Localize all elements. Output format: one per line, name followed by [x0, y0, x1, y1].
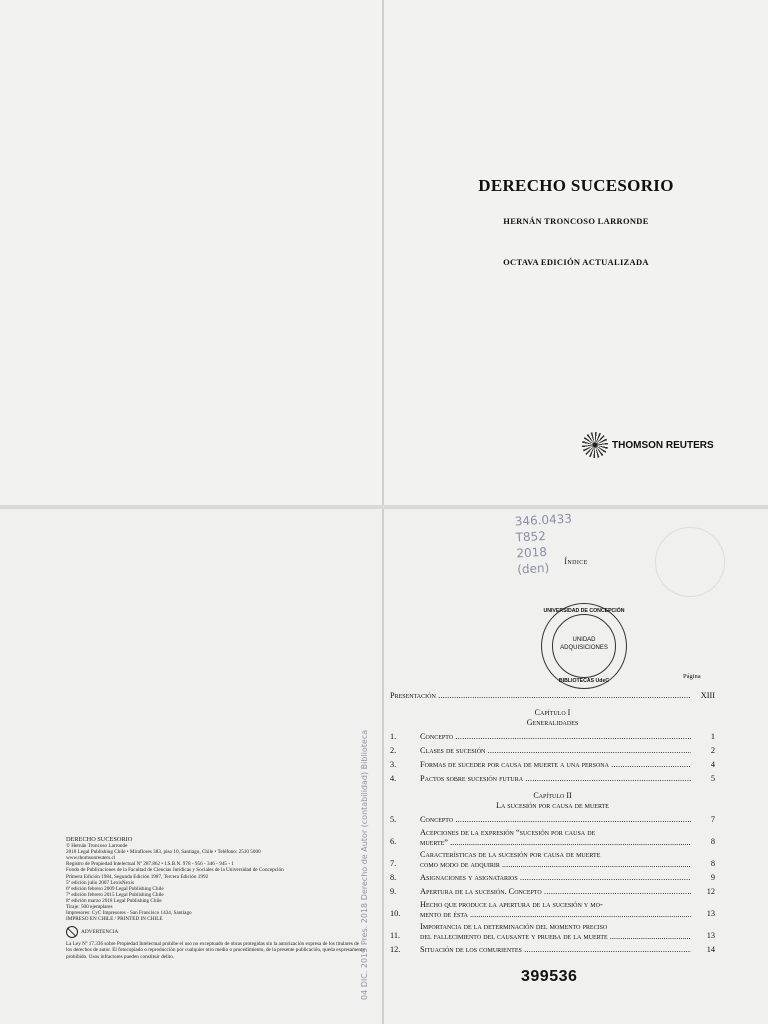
- toc-entry-line: Características de la sucesión por causa de muerte: [420, 850, 601, 859]
- handwritten-call-number: [514, 511, 575, 578]
- chapter-subtitle: La sucesión por causa de muerte: [496, 801, 609, 810]
- toc-entry-text: [420, 900, 691, 920]
- toc-entry: [390, 850, 715, 870]
- toc-entry-page: 13: [706, 909, 715, 918]
- chapter-title: Capítulo I: [534, 708, 571, 717]
- title-spread: [0, 0, 768, 505]
- toc-entry-text: Clases de sucesión .....: [420, 745, 691, 757]
- blank-page: [0, 0, 382, 505]
- toc-entry-number: 7.: [390, 859, 397, 868]
- imprint-line: Primera Edición 1984, Segunda Edición 1987, Tercera Edición 1992: [66, 873, 209, 880]
- page-column-label: Página: [683, 673, 701, 680]
- toc-entry-number: 11.: [390, 931, 401, 940]
- handwritten-line: T852: [515, 528, 547, 545]
- toc-entry-number: 10.: [390, 909, 401, 918]
- imprint-line: Fondo de Publicaciones de la Facultad de Ciencias Jurídicas y Sociales de la Universidad de Concepción: [66, 867, 284, 874]
- imprint-line: DERECHO SUCESORIO: [66, 836, 133, 843]
- toc-entry-page: 9: [710, 873, 715, 882]
- publisher-logo: [582, 432, 714, 458]
- toc-entry-text: Formas de suceder por causa de muerte a una persona .....: [420, 759, 691, 771]
- chapter-heading: [390, 791, 715, 811]
- copyright-warning: La Ley Nº 17.336 sobre Propiedad Intelectual prohíbe el uso no exceptuado de obras protegidas sin la autorización expresa de los titulares de los derechos de autor. El fotocopiado o reproducción por cualquier otro medio o procedimiento, de la presente publicación, queda expresamente prohibido. Usos infractores pueden constituir delito.: [66, 941, 365, 960]
- imprint-line: 2018 Legal Publishing Chile • Miraflores 383, piso 10, Santiago, Chile • Teléfono: 2510 5000: [66, 849, 261, 856]
- toc-entry: [390, 828, 715, 848]
- toc-entry-page: 14: [706, 945, 715, 954]
- toc-entry-text: Pactos sobre sucesión futura .....: [420, 773, 691, 785]
- toc-entry-number: 3.: [390, 760, 397, 769]
- toc-entry-text: Situación de los comurientes .....: [420, 944, 691, 956]
- toc-entry: [390, 731, 715, 743]
- toc-entry-page: 13: [706, 931, 715, 940]
- toc-entry-text: Asignaciones y asignatarios .....: [420, 872, 691, 884]
- imprint-line: Impresores: CyC Impresores - San Francisco 1434, Santiago: [66, 910, 192, 917]
- toc-entry: [390, 900, 715, 920]
- thomson-reuters-logo-icon: [582, 432, 608, 458]
- imprint-line: IMPRESO EN CHILE / PRINTED IN CHILE: [66, 916, 163, 923]
- toc-entry-text: Concepto .....: [420, 814, 691, 826]
- toc-entry: [390, 944, 715, 956]
- book-author: HERNÁN TRONCOSO LARRONDE: [503, 216, 649, 226]
- toc-entry-page: XIII: [700, 691, 715, 700]
- margin-handwritten-note: 04 DIC. 2019 Pres. 2018 Derecho de Autor (contabilidad) Biblioteca: [360, 729, 369, 1000]
- index-title: Índice: [564, 557, 588, 566]
- serial-number: 399536: [521, 968, 578, 985]
- toc-entry-page: 8: [710, 837, 715, 846]
- toc-entry: [390, 745, 715, 757]
- toc-entry-number: 4.: [390, 774, 397, 783]
- toc-entry-line: Hecho que produce la apertura de la sucesión y mo-: [420, 900, 603, 909]
- stamp-bottom-text: BIBLIOTECAS UdeC: [558, 678, 610, 684]
- imprint-block: [66, 837, 366, 960]
- table-of-contents: [390, 688, 715, 958]
- toc-entry-page: 12: [706, 887, 715, 896]
- stamp-center-1: UNIDAD: [572, 637, 596, 643]
- toc-entry-continuation: del fallecimiento del causante y prueba de la muerte .....: [420, 932, 691, 942]
- toc-entry-number: 8.: [390, 873, 397, 882]
- book-title: DERECHO SUCESORIO: [478, 176, 674, 195]
- toc-entry: [390, 922, 715, 942]
- imprint-line: Registro de Propiedad Intelectual Nº 287.862 • I.S.B.N. 978 - 956 - 346 - 945 - 1: [66, 861, 234, 868]
- toc-entry-line: Acepciones de la expresión “sucesión por causa de: [420, 828, 596, 837]
- imprint-line: 6ª edición febrero 2009 Legal Publishing Chile: [66, 885, 164, 892]
- toc-entry-continuation: muerte” .....: [420, 838, 691, 848]
- imprint-line: Tiraje: 500 ejemplares: [66, 904, 113, 911]
- advertencia-label: ADVERTENCIA: [81, 929, 119, 936]
- toc-entry-number: 12.: [390, 945, 401, 954]
- imprint-line: 5ª edición julio 2007 LexisNexis: [66, 879, 134, 886]
- chapter-heading: [390, 708, 715, 728]
- chapter-title: Capítulo II: [533, 791, 572, 800]
- handwritten-line: 346.0433: [514, 511, 573, 529]
- prohibited-icon: [66, 926, 78, 938]
- toc-entry-text: [420, 850, 691, 870]
- toc-entry-page: 5: [710, 774, 715, 783]
- handwritten-line: 2018: [516, 544, 548, 561]
- toc-entry-page: 8: [710, 859, 715, 868]
- book-edition: OCTAVA EDICIÓN ACTUALIZADA: [503, 257, 649, 267]
- toc-entry-text: Apertura de la sucesión. Concepto .....: [420, 886, 691, 898]
- toc-entry-text: Concepto .....: [420, 731, 691, 743]
- toc-entry-page: 7: [710, 815, 715, 824]
- title-page: [384, 0, 768, 505]
- toc-entry: [390, 872, 715, 884]
- handwritten-line: (den): [516, 560, 550, 577]
- toc-entry-continuation: mento de ésta .....: [420, 910, 691, 920]
- advertencia: [66, 926, 366, 938]
- toc-entry-text: Presentación .....: [390, 690, 691, 702]
- toc-entry-page: 1: [710, 732, 715, 741]
- toc-entry: [390, 814, 715, 826]
- library-stamp: [541, 603, 627, 689]
- toc-entry-continuation: como modo de adquirir .....: [420, 860, 691, 870]
- toc-entry-number: 5.: [390, 815, 397, 824]
- toc-entry-number: 9.: [390, 887, 397, 896]
- toc-entry: [390, 773, 715, 785]
- publisher-name: THOMSON REUTERS: [612, 439, 714, 451]
- toc-entry-page: 4: [710, 760, 715, 769]
- toc-entry-text: [420, 922, 691, 942]
- toc-entry: [390, 886, 715, 898]
- chapter-subtitle: Generalidades: [526, 718, 579, 727]
- toc-entry-text: [420, 828, 691, 848]
- stamp-top-text: UNIVERSIDAD DE CONCEPCIÓN: [543, 608, 625, 614]
- toc-entry: [390, 690, 715, 702]
- toc-entry-number: 2.: [390, 746, 397, 755]
- toc-entry-line: Importancia de la determinación del momento preciso: [420, 922, 608, 931]
- imprint-line: www.thomsonreuters.cl: [66, 855, 116, 862]
- toc-entry-page: 2: [710, 746, 715, 755]
- imprint-line: 8ª edición marzo 2018 Legal Publishing Chile: [66, 897, 162, 904]
- imprint-line: © Hernán Troncoso Larronde: [66, 843, 128, 850]
- imprint-line: 7ª edición febrero 2015 Legal Publishing Chile: [66, 891, 164, 898]
- toc-entry: [390, 759, 715, 771]
- stamp-center-2: ADQUISICIONES: [560, 645, 608, 651]
- toc-entry-number: 6.: [390, 837, 397, 846]
- toc-entry-number: 1.: [390, 732, 397, 741]
